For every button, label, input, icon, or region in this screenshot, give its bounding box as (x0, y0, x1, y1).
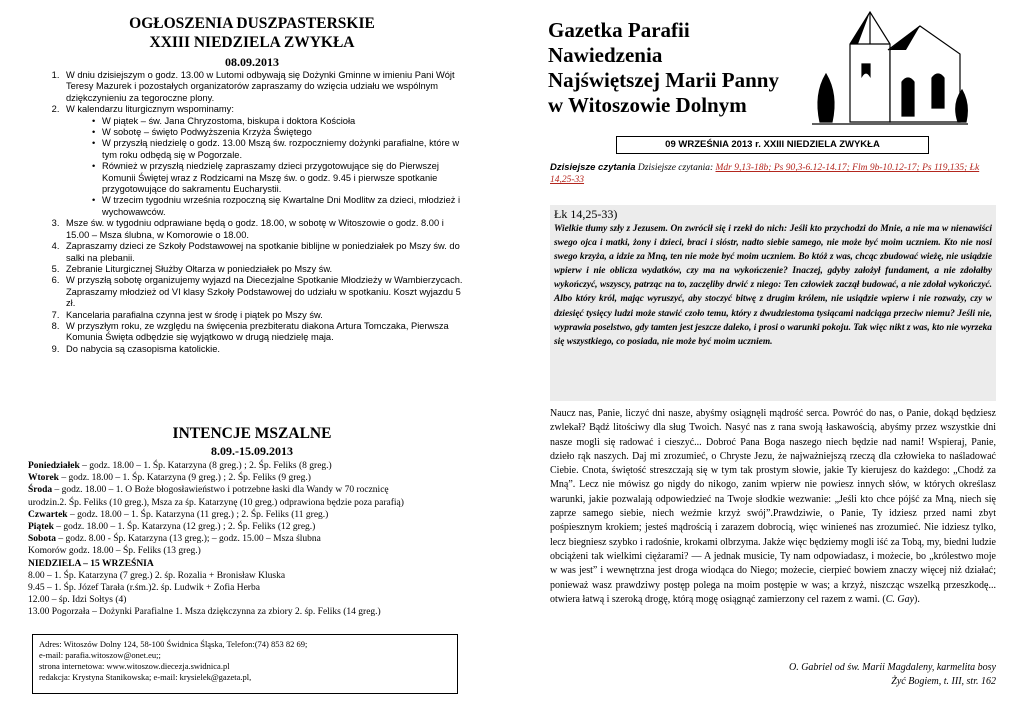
intention-line: urodzin.2. Śp. Feliks (10 greg.), Msza za śp. Katarzynę (10 greg.) odprawiona będzie poza parafią) (28, 497, 404, 508)
announcements-date: 08.09.2013 (225, 55, 279, 69)
list-item: 8. W przyszłym roku, ze względu na święcenia prezbiteratu diakona Artura Tomczaka, Pierwsza Komunia Święta odbędzie się wyjątkowo w drugą niedzielę maja. (62, 321, 468, 344)
intention-line: 12.00 – śp. Idzi Sołtys (4) (28, 595, 127, 606)
intentions-list (28, 460, 476, 619)
intention-line: 8.00 – 1. Śp. Katarzyna (7 greg.) 2. śp. Rozalia + Bronisław Kluska (28, 570, 286, 581)
church-illustration (810, 4, 970, 134)
list-item: 7. Kancelaria parafialna czynna jest w środę i piątek po Mszy św. (62, 310, 468, 321)
list-item: 5. Zebranie Liturgicznej Służby Ołtarza w poniedziałek po Mszy św. (62, 264, 468, 275)
announcements-heading: OGŁOSZENIA DUSZPASTERSKIE XXIII NIEDZIELA ZWYKŁA (129, 15, 375, 51)
intention-line: Poniedziałek – godz. 18.00 – 1. Śp. Katarzyna (8 greg.) ; 2. Śp. Feliks (8 greg.) (28, 461, 332, 471)
gospel-reference: Łk 14,25-33) (554, 207, 618, 221)
intention-line: Sobota – godz. 8.00 - Śp. Katarzyna (13 greg.); – godz. 15.00 – Msza ślubna (28, 534, 321, 545)
list-item: 2. W kalendarzu liturgicznym wspominamy: • W piątek – św. Jana Chryzostoma, biskupa i doktora Kościoła • W sobotę – święto Podwyższenia Krzyża Świętego • W przyszłą niedzielę o godz. 13.00 Mszą św. rozpoczniemy dożynki parafialne, które w tym roku odbędą się w Pogorzale. • Również w przyszłą niedzielę zapraszamy dzieci przygotowujące się do Pierwszej Komunii Świętej wraz z Rodzicami na Mszę św. o godz. 9.45 i pierwsze spotkanie przygotowujące do sakramentu Eucharystii. • W trzecim tygodniu września rozpoczną się Kwartalne Dni Modlitw za dzieci, młodzież i wychowawców. (62, 104, 468, 218)
intention-line: Komorów godz. 18.00 – Śp. Feliks (13 greg.) (28, 546, 201, 557)
list-item: • W sobotę – święto Podwyższenia Krzyża Świętego (92, 127, 468, 138)
list-item: • W trzecim tygodniu września rozpoczną się Kwartalne Dni Modlitw za dzieci, młodzież i wychowawców. (92, 195, 468, 218)
list-item: • Również w przyszłą niedzielę zapraszamy dzieci przygotowujące się do Pierwszej Komunii Świętej wraz z Rodzicami na Mszę św. o godz. 9.45 i pierwsze spotkanie przygotowujące do sakramentu Eucharystii. (92, 161, 468, 195)
address-box: Adres: Witoszów Dolny 124, 58-100 Świdnica Śląska, Telefon:(74) 853 82 69; e-mail: parafia.witoszow@onet.eu;; strona internetowa: www.witoszow.diecezja.swidnica.pl redakcja: Krystyna Stanikowska; e-mail: krysielek@gazeta.pl, (32, 634, 458, 694)
list-item: 3. Msze św. w tygodniu odprawiane będą o godz. 18.00, w sobotę w Witoszowie o godz. 8.00 i 15.00 – Msza ślubna, w Komorowie o 18.00. (62, 218, 468, 241)
intentions-heading: INTENCJE MSZALNE (172, 425, 332, 442)
intention-line: Wtorek – godz. 18.00 – 1. Śp. Katarzyna (9 greg.) ; 2. Śp. Feliks (9 greg.) (28, 473, 311, 484)
list-item: 1. W dniu dzisiejszym o godz. 13.00 w Lutomi odbywają się Dożynki Gminne w imieniu Pani Wójt Teresy Mazurek i pozostałych organizatorów zapraszamy do wzięcia udziału we wspólnym dziękczynieniu za tegoroczne plony. (62, 70, 468, 104)
intention-line: Czwartek – godz. 18.00 – 1. Śp. Katarzyna (11 greg.) ; 2. Śp. Feliks (11 greg.) (28, 509, 329, 520)
gospel-box (550, 205, 996, 401)
intention-line: Piątek – godz. 18.00 – 1. Śp. Katarzyna (12 greg.) ; 2. Śp. Feliks (12 greg.) (28, 522, 316, 533)
liturgical-sublist (66, 116, 468, 219)
reflection-text: Naucz nas, Panie, liczyć dni nasze, abyśmy osiągnęli mądrość serca. Powróć do nas, o Panie, dokąd będziesz zwlekał? Bądź litościwy dla sług Twoich. Nasyć nas z rana swoją łaskawością, abyśmy przez wszystkie dni nasze mogli się radować i cieszyć... Dobroć Pana Boga naszego niech będzie nad nami! Wspieraj, Panie, dzieło rąk naszych. Daj mi zrozumieć, o Chryste Jezu, że najważniejszą rzeczą dla człowieka to naśladować Ciebie. Cnota, świętość streszczają się w tym tak prostym słowie, jakie Ty kierujesz do każdego: „Chodź za Mną”. Lecz nie mówisz go nigdy do nikogo, zanim wpierw nie powiesz innych słów, w których określasz warunki, jakie pozwalają odpowiedzieć na Twoje słodkie wezwanie: „Jeśli kto chce pójść za Mną, niech się zaprze samego siebie, niech weźmie krzyż swój”.Prawdziwie, o Panie, Ty idziesz przed nami zbyt pośpiesznym krokiem; jesteś mądrością i zarazem dobrocią, więc winieneś nas zrozumieć. Nie idziesz tylko, lecz biegniesz szybko i radośnie, krokami olbrzyma. Jakże więc będziemy mogli iść za Tobą, my, biedni ludzie obciążeni tak wielkimi ciężarami? — A jednak musicie, Ty nam odpowiadasz, i możecie, bo „królestwo moje w was jest” i wewnętrzna jest droga wiodąca do Niego; możecie, cierpieć bowiem znaczy więcej niż działać; ponieważ wasz prawdziwy postęp polega na moim postępie w was; a krzyż, niszcząc wszelką przeszkodę... otwiera łatwą i szeroką drogę, którą mogę osiągnąć zamierzony cel razem z wami. (C. Gay). (550, 408, 996, 605)
list-item: 4. Zapraszamy dzieci ze Szkoły Podstawowej na spotkanie biblijne w poniedziałek po Mszy św. do salki na plebanii. (62, 241, 468, 264)
list-item: 9. Do nabycia są czasopisma katolickie. (62, 344, 468, 355)
date-banner: 09 WRZEŚNIA 2013 r. XXIII NIEDZIELA ZWYKŁA (616, 136, 929, 154)
readings-link[interactable]: Mdr 9,13-18b; Ps 90,3-6.12-14.17; Flm 9b-10.12-17; Ps 119,135; Łk 14,25-33 (550, 163, 980, 185)
intention-line: Środa – godz. 18.00 – 1. O Boże błogosławieństwo i potrzebne łaski dla Wandy w 70 rocznicę (28, 485, 389, 496)
gospel-text: Wielkie tłumy szły z Jezusem. On zwrócił się i rzekł do nich: Jeśli kto przychodzi do Mnie, a nie ma w nienawiści swego ojca i matki, żony i dzieci, braci i sióstr, nadto siebie samego, nie może być moim uczniem. Kto nie nosi swego krzyża, a idzie za Mną, ten nie może być moim uczniem. Bo któż z was, chcąc zbudować wieżę, nie usiądzie wpierw i nie oblicza wydatków, czy ma na wykończenie? Inaczej, gdyby założył fundament, a nie zdołałby wykończyć, wszyscy, patrząc na to, zaczęliby drwić z niego: Ten człowiek zaczął budować, a nie zdołał wykończyć. Albo który król, mając wyruszyć, aby stoczyć bitwę z drugim królem, nie usiądzie wpierw i nie rozważy, czy w dziesięć tysięcy ludzi może stawić czoło temu, który z dwudziestoma tysiącami nadciąga przeciw niemu? Jeśli nie, wyprawia poselstwo, gdy tamten jest jeszcze daleko, i prosi o warunki pokoju. Tak więc nikt z was, kto nie wyrzeka się wszystkiego, co posiada, nie może być moim uczniem. (554, 224, 992, 347)
list-item: • W piątek – św. Jana Chryzostoma, biskupa i doktora Kościoła (92, 116, 468, 127)
sunday-header: NIEDZIELA – 15 WRZEŚNIA (28, 558, 154, 569)
newsletter-title: Gazetka Parafii Nawiedzenia Najświętszej Marii Panny w Witoszowie Dolnym (548, 18, 779, 117)
intentions-date: 8.09.-15.09.2013 (211, 444, 293, 458)
intention-line: 13.00 Pogorzała – Dożynki Parafialne 1. Msza dziękczynna za zbiory 2. śp. Feliks (14 greg.) (28, 607, 381, 618)
list-item: 6. W przyszłą sobotę organizujemy wyjazd na Diecezjalne Spotkanie Młodzieży w Wambierzycach. Zapraszamy młodzież od VI klasy Szkoły Podstawowej do udziału w spotkaniu. Koszt wyjazdu 5 zł. (62, 275, 468, 309)
intention-line: 9.45 – 1. Śp. Józef Tarała (r.śm.)2. śp. Ludwik + Zofia Herba (28, 583, 260, 594)
announcements-list (28, 70, 468, 355)
readings-line: Dzisiejsze czytania Dzisiejsze czytania: Mdr 9,13-18b; Ps 90,3-6.12-14.17; Flm 9b-10.12-17; Ps 119,135; Łk 14,25-33 (550, 162, 980, 185)
list-item: • W przyszłą niedzielę o godz. 13.00 Mszą św. rozpoczniemy dożynki parafialne, które w tym roku odbędą się w Pogorzale. (92, 138, 468, 161)
signature: O. Gabriel od św. Marii Magdaleny, karmelita bosy Żyć Bogiem, t. III, str. 162 (788, 662, 996, 687)
